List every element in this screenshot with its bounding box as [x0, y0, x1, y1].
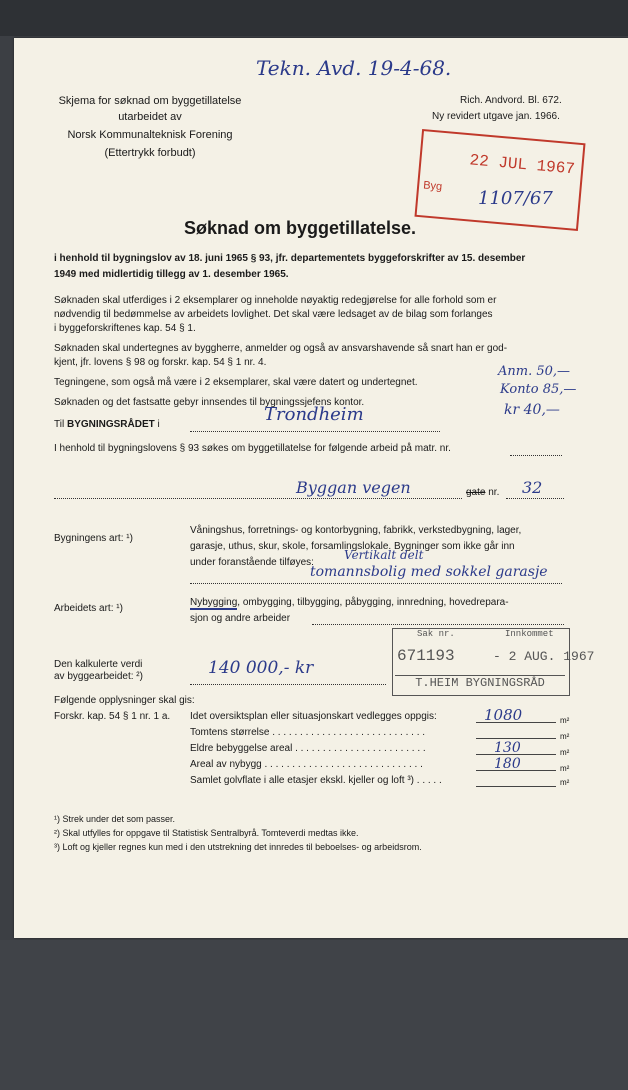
- instruction-2-line-1: Søknaden skal undertegnes av byggherre, anmelder og også av ansvarshavende så snart han er god-: [54, 343, 508, 354]
- header-right-line-2: Ny revidert utgave jan. 1966.: [432, 111, 560, 122]
- work-type-options-2: sjon og andre arbeider: [190, 613, 291, 624]
- handwritten-top-note: Tekn. Avd. 19-4-68.: [256, 56, 452, 80]
- to-building-council-label: Til BYGNINGSRÅDET i: [54, 419, 160, 430]
- info-reference: Forskr. kap. 54 § 1 nr. 1 a.: [54, 711, 171, 722]
- municipality-line: [190, 431, 440, 432]
- calculated-value-label-2: av byggearbeidet: ²): [54, 671, 143, 682]
- building-type-line-2: [190, 583, 562, 584]
- instruction-4: Søknaden og det fastsatte gebyr innsendes til bygningssjefens kontor.: [54, 397, 365, 408]
- plot-number-line: [510, 455, 562, 456]
- work-type-line: [312, 624, 564, 625]
- calculated-value-line: [190, 684, 386, 685]
- street-line: [54, 498, 462, 499]
- header-left-line-3: Norsk Kommunalteknisk Forening: [67, 129, 233, 141]
- scanner-background: [0, 940, 628, 1090]
- scanner-top-bar: [0, 0, 628, 36]
- info-new-area-label: Areal av nybygg . . . . . . . . . . . . . . . . . . . . . . . . . . . . .: [190, 759, 423, 770]
- registry-stamp-case-number: 671193: [397, 647, 455, 665]
- info-siteplan-label: Idet oversiktsplan eller situasjonskart vedlegges oppgis:: [190, 711, 437, 722]
- building-type-options-3: under foranstående tilføyes:: [190, 557, 314, 568]
- received-stamp-date: 22 JUL 1967: [468, 151, 576, 179]
- new-area-value: 130: [494, 740, 521, 756]
- handwritten-fee-note-1: Anm. 50,—: [498, 364, 571, 379]
- plot-size-value: 1080: [484, 706, 523, 724]
- street-number-value: 32: [522, 478, 543, 497]
- building-type-handwritten-2: tomannsbolig med sokkel garasje: [310, 564, 548, 580]
- instruction-1-line-3: i byggeforskriftenes kap. 54 § 1.: [54, 323, 196, 334]
- header-right-line-1: Rich. Andvord. Bl. 672.: [460, 95, 562, 106]
- application-form-page: [14, 38, 628, 938]
- registry-stamp-office: T.HEIM BYGNINGSRÅD: [395, 675, 565, 690]
- header-left-line-4: (Ettertrykk forbudt): [104, 147, 196, 159]
- total-floor-value: 180: [494, 756, 521, 772]
- unit-total-floor-2: m²: [560, 778, 570, 787]
- street-number-label: gate nr.: [466, 487, 500, 498]
- building-type-handwritten-1: Vertikalt delt: [344, 548, 424, 562]
- work-type-options-1: Nybygging, ombygging, tilbygging, påbygging, innredning, hovedrepara-: [190, 597, 509, 608]
- calculated-value-label-1: Den kalkulerte verdi: [54, 659, 143, 670]
- work-type-label: Arbeidets art: ¹): [54, 603, 123, 614]
- handwritten-fee-note-2: Konto 85,—: [500, 382, 577, 397]
- handwritten-case-number: 1107/67: [478, 188, 553, 209]
- instruction-3: Tegningene, som også må være i 2 eksemplarer, skal være datert og undertegnet.: [54, 377, 418, 388]
- info-existing-area-label: Eldre bebyggelse areal . . . . . . . . . . . . . . . . . . . . . . . .: [190, 743, 426, 754]
- page-title: Søknad om byggetillatelse.: [184, 218, 417, 238]
- received-stamp: [414, 129, 585, 231]
- instruction-1-line-2: nødvendig til bedømmelse av arbeidets lovlighet. Det skal være ledsaget av de bilag som forlanges: [54, 309, 493, 320]
- unit-total-floor: m²: [560, 764, 570, 773]
- registry-stamp-received-label: Innkommet: [505, 629, 554, 639]
- handwritten-fee-note-3: kr 40,—: [504, 402, 560, 418]
- header-left-line-2: utarbeidet av: [118, 111, 182, 123]
- existing-area-line: [476, 738, 556, 739]
- instruction-1-line-1: Søknaden skal utferdiges i 2 eksemplarer og inneholde nøyaktig redegjørelse for alle forhold som er: [54, 295, 497, 306]
- apply-for-text: I henhold til bygningslovens § 93 søkes om byggetillatelse for følgende arbeid på matr. nr.: [54, 443, 451, 454]
- info-required-heading: Følgende opplysninger skal gis:: [54, 695, 195, 706]
- unit-new-area: m²: [560, 748, 570, 757]
- legal-basis-line-1: i henhold til bygningslov av 18. juni 1965 § 93, jfr. departementets byggeforskrifter av 15. desember: [54, 253, 526, 264]
- building-type-options-1: Våningshus, forretnings- og kontorbygning, fabrikk, verkstedbygning, lager,: [190, 525, 522, 536]
- registry-stamp-case-label: Sak nr.: [417, 629, 455, 639]
- legal-basis-line-2: 1949 med midlertidig tillegg av 1. desember 1965.: [54, 269, 289, 280]
- municipality-value: Trondheim: [264, 404, 364, 425]
- building-type-options-2: garasje, uthus, skur, skole, forsamlingslokale. Bygninger som ikke går inn: [190, 541, 515, 552]
- unit-existing-area: m²: [560, 732, 570, 741]
- info-plot-size-label: Tomtens størrelse . . . . . . . . . . . . . . . . . . . . . . . . . . . .: [190, 727, 426, 738]
- footnote-2: ²) Skal utfylles for oppgave til Statistisk Sentralbyrå. Tomteverdi medtas ikke.: [54, 828, 359, 838]
- info-total-floor-label: Samlet golvflate i alle etasjer ekskl. kjeller og loft ³) . . . . .: [190, 775, 442, 786]
- instruction-2-line-2: kjent, jfr. lovens § 98 og forskr. kap. 54 § 1 nr. 4.: [54, 357, 267, 368]
- header-left-line-1: Skjema for søknad om byggetillatelse: [58, 95, 242, 107]
- registry-stamp: [392, 628, 595, 696]
- registry-stamp-date: - 2 AUG. 1967: [493, 649, 595, 664]
- building-type-label: Bygningens art: ¹): [54, 533, 133, 544]
- footnote-3: ³) Loft og kjeller regnes kun med i den utstrekning det innredes til beboelses- og arbeidsrom.: [54, 842, 422, 852]
- calculated-value: 140 000,- kr: [208, 658, 314, 678]
- street-value: Byggan vegen: [296, 478, 411, 497]
- received-stamp-label: Byg: [422, 179, 443, 193]
- footnote-1: ¹) Strek under det som passer.: [54, 814, 176, 824]
- unit-plot-size: m²: [560, 716, 570, 725]
- total-floor-line-end: [476, 786, 556, 787]
- street-number-line: [506, 498, 564, 499]
